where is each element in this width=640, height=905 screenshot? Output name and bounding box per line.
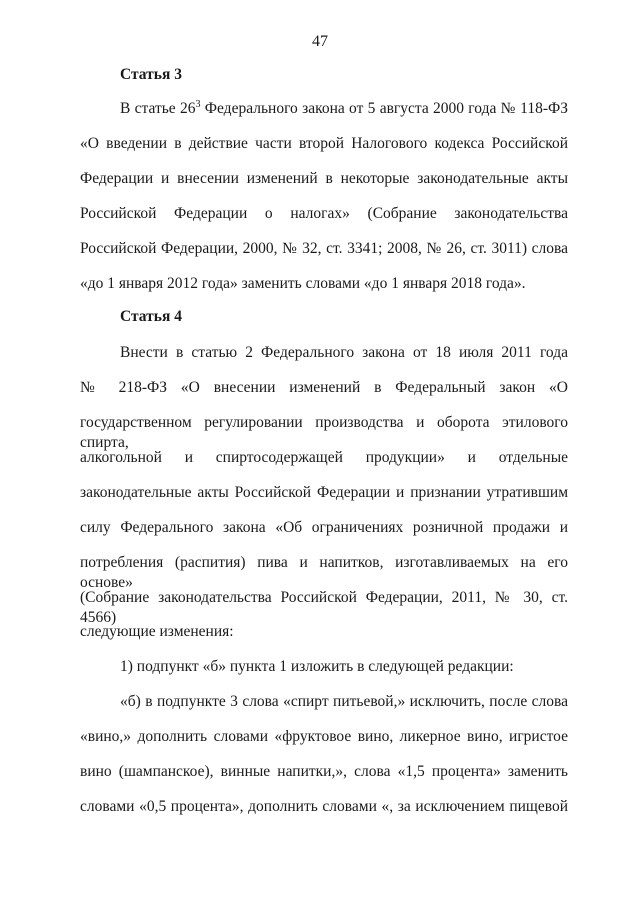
article-4-line-13: вино (шампанское), винные напитки,», слова «1,5 процента» заменить [80, 763, 568, 780]
article-3-line-1: В статье $26^3$ Федерального закона от 5 августа 2000 года № 118-ФЗ [120, 99, 568, 117]
article-4-line-2: № 218-ФЗ «О внесении изменений в Федеральный закон «О [80, 379, 568, 396]
article-4-line-9: следующие изменения: [80, 623, 234, 640]
page-number: 47 [312, 33, 328, 50]
article-4-line-10: 1) подпункт «б» пункта 1 изложить в следующей редакции: [120, 658, 514, 675]
article-3-line-4: Российской Федерации о налогах» (Собрание законодательства [80, 205, 568, 222]
article-4-line-14: словами «0,5 процента», дополнить словами «, за исключением пищевой [80, 798, 568, 815]
article-3-line-5: Российской Федерации, 2000, № 32, ст. 3341; 2008, № 26, ст. 3011) слова [80, 240, 568, 257]
article-4-line-1: Внести в статью 2 Федерального закона от 18 июля 2011 года [120, 344, 568, 361]
article-4-heading: Статья 4 [120, 308, 182, 325]
superscript: 3 [195, 99, 201, 110]
article-4-line-3: государственном регулировании производства и оборота этилового спирта, [80, 414, 568, 451]
article-3-line-2: «О введении в действие части второй Налогового кодекса Российской [80, 135, 568, 152]
article-4-line-7: потребления (распития) пива и напитков, изготавливаемых на его основе» [80, 554, 568, 591]
article-4-line-11: «б) в подпункте 3 слова «спирт питьевой,» исключить, после слова [120, 693, 568, 710]
article-3-heading: Статья 3 [120, 66, 182, 83]
article-3-line-3: Федерации и внесении изменений в некоторые законодательные акты [80, 170, 568, 187]
article-4-line-6: силу Федерального закона «Об ограничениях розничной продажи и [80, 519, 568, 536]
article-3-line-6: «до 1 января 2012 года» заменить словами «до 1 января 2018 года». [80, 275, 526, 292]
article-4-line-5: законодательные акты Российской Федерации и признании утратившим [80, 484, 568, 501]
article-4-line-8: (Собрание законодательства Российской Федерации, 2011, № 30, ст. 4566) [80, 589, 568, 626]
article-4-line-12: «вино,» дополнить словами «фруктовое вино, ликерное вино, игристое [80, 728, 568, 745]
article-4-line-4: алкогольной и спиртосодержащей продукции» и отдельные [80, 449, 568, 466]
